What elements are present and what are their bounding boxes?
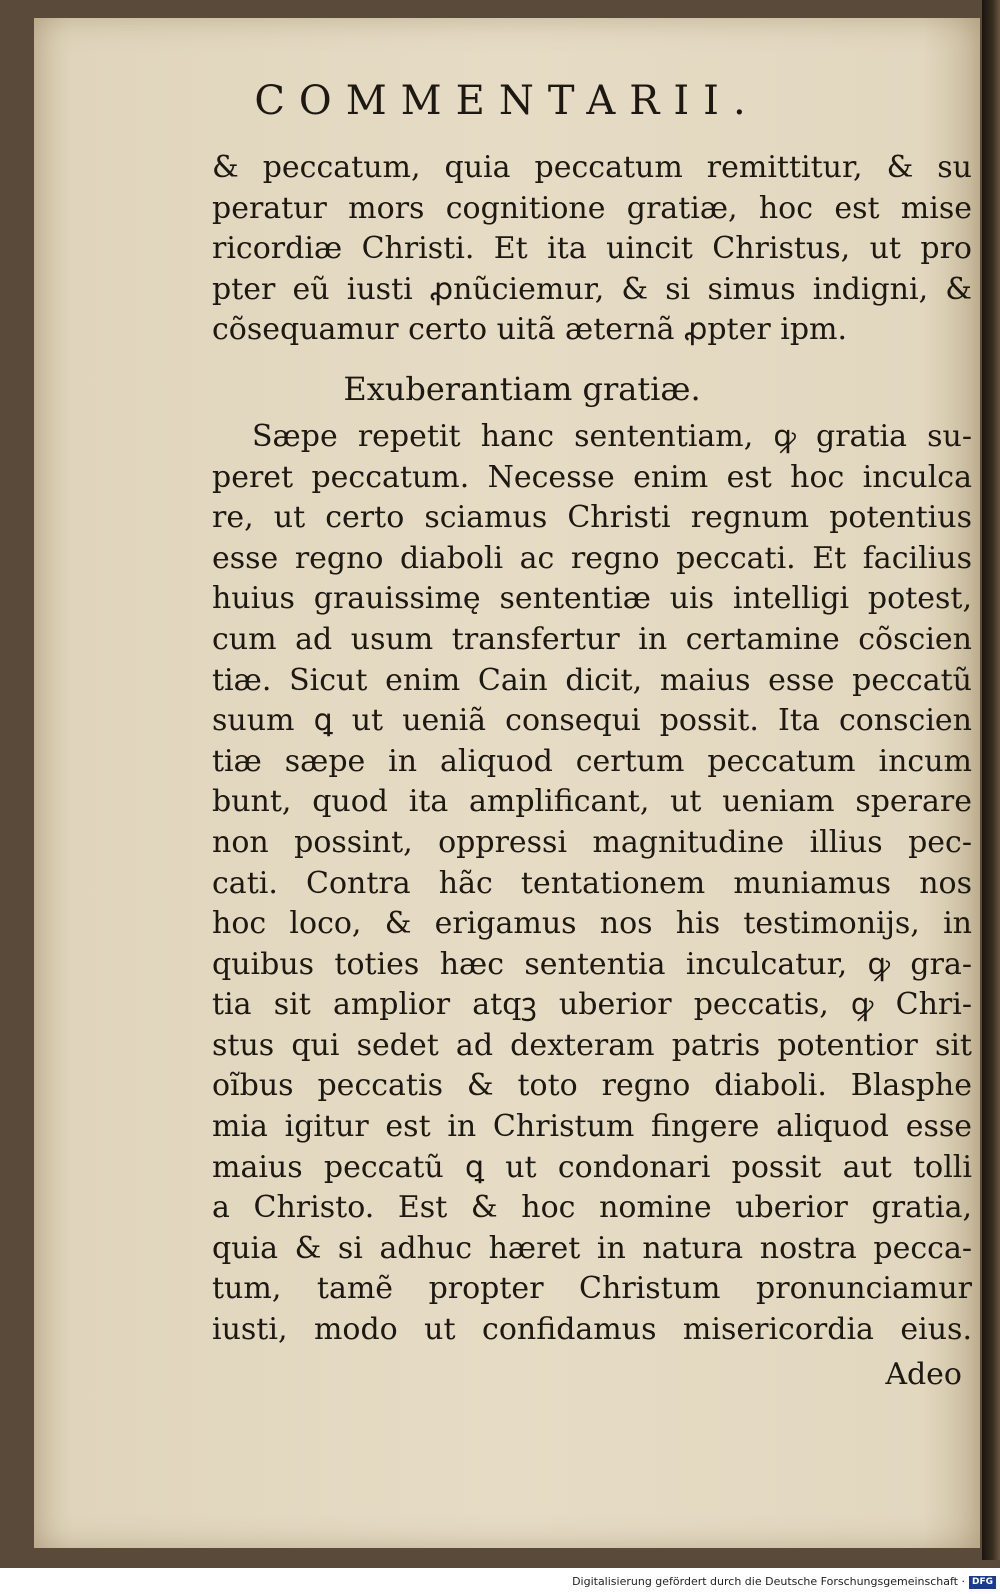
text-line: iusti, modo ut confidamus misericordia eius. (212, 1312, 972, 1348)
text-line: tia sit amplior atqꝫ uberior peccatis, ꝙ Chri- (212, 987, 972, 1023)
text-line: hoc loco, & erigamus nos his testimonijs, in (212, 906, 972, 942)
book-page (34, 18, 980, 1548)
footer-text: Digitalisierung gefördert durch die Deutsche Forschungsgemeinschaft · (572, 1575, 965, 1588)
digitization-footer (0, 1572, 996, 1592)
text-line: quibus toties hæc sententia inculcatur, ꝙ gra- (212, 946, 972, 982)
text-line: esse regno diaboli ac regno peccati. Et facilius (212, 540, 972, 576)
text-line: huius grauissimę sententiæ uis intelligi potest, (212, 581, 972, 617)
text-line: non possint, oppressi magnitudine illius pec- (212, 824, 972, 860)
text-line: Sæpe repetit hanc sententiam, ꝙ gratia su- (252, 418, 972, 454)
text-block (212, 148, 972, 1397)
catchword: Adeo (885, 1356, 962, 1392)
text-line: peratur mors cognitione gratiæ, hoc est mise (212, 190, 972, 226)
text-line: tiæ sæpe in aliquod certum peccatum incum (212, 743, 972, 779)
text-line: peret peccatum. Necesse enim est hoc inculca (212, 459, 972, 495)
text-line: ricordiæ Christi. Et ita uincit Christus, ut pro (212, 231, 972, 267)
book-edge (982, 0, 1000, 1560)
text-line: suum ꝗ ut ueniã consequi possit. Ita conscien (212, 703, 972, 739)
text-line: stus qui sedet ad dexteram patris potentior sit (212, 1027, 972, 1063)
running-header: COMMENTARII. (254, 78, 760, 124)
text-line: cati. Contra hãc tentationem muniamus nos (212, 865, 972, 901)
text-line: maius peccatũ ꝗ ut condonari possit aut tolli (212, 1149, 972, 1185)
dfg-logo: DFG (969, 1576, 996, 1589)
paragraph-1 (212, 148, 972, 351)
text-line: a Christo. Est & hoc nomine uberior gratia, (212, 1190, 972, 1226)
paragraph-2 (212, 417, 972, 1351)
text-line: re, ut certo sciamus Christi regnum potentius (212, 500, 972, 536)
text-line: cõsequamur certo uitã æternã ꝓpter ipm. (212, 312, 848, 348)
text-line: tiæ. Sicut enim Cain dicit, maius esse peccatũ (212, 662, 972, 698)
text-line: quia & si adhuc hæret in natura nostra pecca- (212, 1230, 972, 1266)
section-heading: Exuberantiam gratiæ. (343, 369, 701, 408)
text-line: & peccatum, quia peccatum remittitur, & su (212, 150, 972, 185)
text-line: mia igitur est in Christum fingere aliquod esse (212, 1109, 972, 1145)
text-line: bunt, quod ita amplificant, ut ueniam sperare (212, 784, 972, 820)
text-line: cum ad usum transfertur in certamine cõscien (212, 621, 972, 657)
text-line: oĩbus peccatis & toto regno diaboli. Blasphe (212, 1068, 972, 1104)
text-line: tum, tamẽ propter Christum pronunciamur (212, 1271, 972, 1307)
text-line: pter eũ iusti ꝓnũciemur, & si simus indigni, & (212, 271, 972, 307)
